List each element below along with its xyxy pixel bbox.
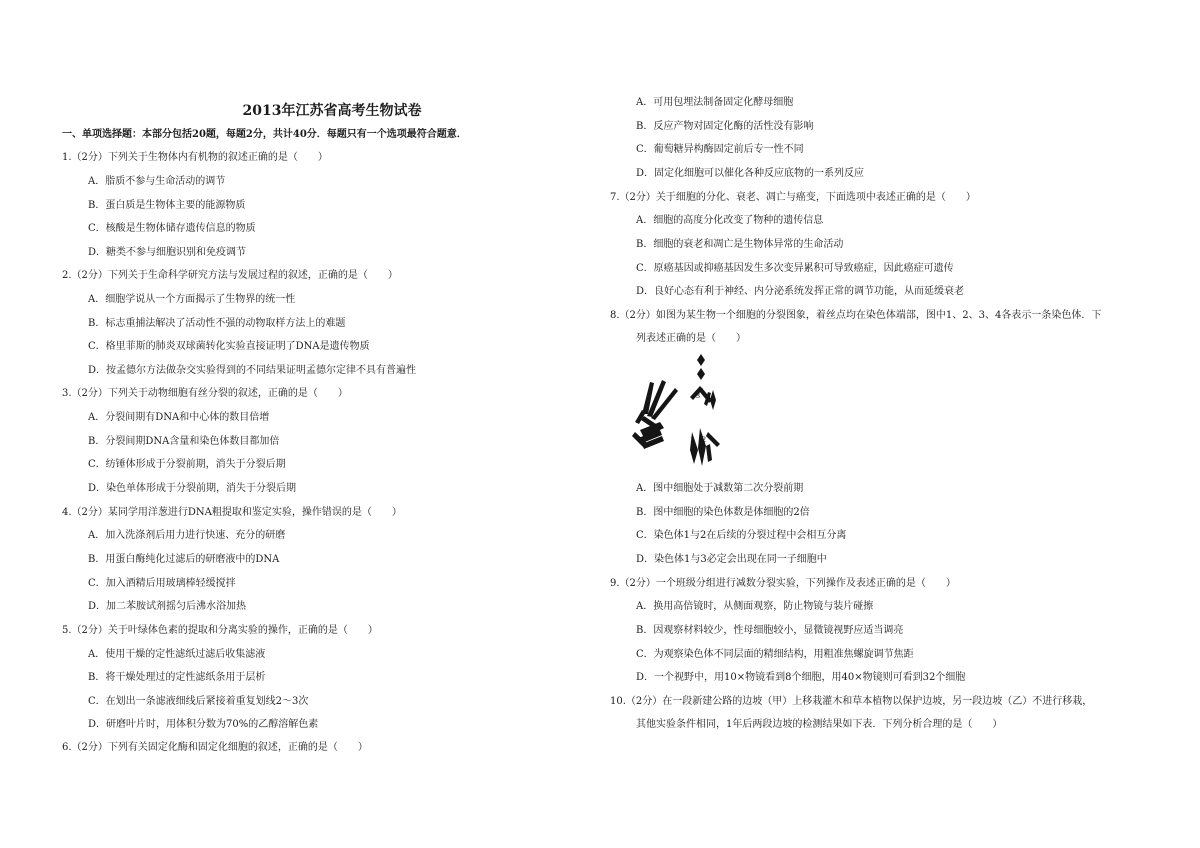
question-4-stem: 4.（2分）某同学用洋葱进行DNA粗提取和鉴定实验，操作错误的是（ ）	[62, 507, 402, 518]
question-2-stem: 2.（2分）下列关于生命科学研究方法与发展过程的叙述，正确的是（ ）	[62, 270, 398, 281]
question-1-stem: 1.（2分）下列关于生物体内有机物的叙述正确的是（ ）	[62, 152, 328, 163]
question-9-option-b: B．因观察材料较少，性母细胞较小，显微镜视野应适当调亮	[636, 625, 904, 636]
figure-label-1: 1	[690, 435, 694, 444]
figure-label-2: 2	[702, 435, 706, 444]
question-6-stem: 6.（2分）下列有关固定化酶和固定化细胞的叙述，正确的是（ ）	[62, 742, 368, 753]
question-7-stem: 7.（2分）关于细胞的分化、衰老、凋亡与癌变，下面选项中表述正确的是（ ）	[610, 192, 976, 203]
question-3-option-b: B．分裂间期DNA含量和染色体数目都加倍	[88, 436, 280, 447]
question-5-option-d: D．研磨叶片时，用体积分数为70%的乙醇溶解色素	[88, 719, 319, 730]
question-2-option-a: A．细胞学说从一个方面揭示了生物界的统一性	[88, 294, 296, 305]
section-heading: 一、单项选择题：本部分包括20题，每题2分，共计40分．每题只有一个选项最符合题意．	[62, 129, 467, 140]
question-7-option-c: C．原癌基因或抑癌基因发生多次变异累积可导致癌症，因此癌症可遗传	[636, 263, 954, 274]
question-5-option-c: C．在划出一条滤液细线后紧接着重复划线2～3次	[88, 696, 309, 707]
question-10-stem-line2: 其他实验条件相同，1年后两段边坡的检测结果如下表．下列分析合理的是（ ）	[636, 719, 1003, 730]
question-6-option-d: D．固定化细胞可以催化各种反应底物的一系列反应	[636, 168, 865, 179]
question-7-option-a: A．细胞的高度分化改变了物种的遗传信息	[636, 215, 824, 226]
question-10-stem-line1: 10.（2分）在一段新建公路的边坡（甲）上移栽灌木和草本植物以保护边坡，另一段边坡（乙）不进行移栽，	[610, 696, 1093, 707]
question-3-option-c: C．纺锤体形成于分裂前期，消失于分裂后期	[88, 459, 286, 470]
question-4-option-a: A．加入洗涤剂后用力进行快速、充分的研磨	[88, 530, 286, 541]
question-8-option-a: A．图中细胞处于减数第二次分裂前期	[636, 483, 804, 494]
question-7-option-b: B．细胞的衰老和凋亡是生物体异常的生命活动	[636, 239, 844, 250]
question-1-option-c: C．核酸是生物体储存遗传信息的物质	[88, 223, 256, 234]
question-4-option-c: C．加入酒精后用玻璃棒轻缓搅拌	[88, 578, 236, 589]
exam-title: 2013年江苏省高考生物试卷	[242, 103, 422, 119]
question-8-stem-line2: 列表述正确的是（ ）	[636, 333, 746, 344]
figure-label-4: 4	[707, 393, 711, 402]
question-2-option-c: C．格里菲斯的肺炎双球菌转化实验直接证明了DNA是遗传物质	[88, 341, 370, 352]
question-1-option-a: A．脂质不参与生命活动的调节	[88, 176, 226, 187]
question-8-option-b: B．图中细胞的染色体数是体细胞的2倍	[636, 507, 810, 518]
question-6-option-b: B．反应产物对固定化酶的活性没有影响	[636, 121, 814, 132]
question-3-stem: 3.（2分）下列关于动物细胞有丝分裂的叙述，正确的是（ ）	[62, 388, 348, 399]
question-7-option-d: D．良好心态有利于神经、内分泌系统发挥正常的调节功能，从而延缓衰老	[636, 286, 965, 297]
question-2-option-d: D．按孟德尔方法做杂交实验得到的不同结果证明孟德尔定律不具有普遍性	[88, 365, 417, 376]
question-3-option-d: D．染色单体形成于分裂前期，消失于分裂后期	[88, 483, 297, 494]
question-1-option-b: B．蛋白质是生物体主要的能源物质	[88, 200, 246, 211]
chromosome-drawing	[620, 352, 740, 474]
question-4-option-d: D．加二苯胺试剂摇匀后沸水浴加热	[88, 601, 247, 612]
question-9-option-c: C．为观察染色体不同层面的精细结构，用粗准焦螺旋调节焦距	[636, 649, 914, 660]
question-8-option-d: D．染色体1与3必定会出现在同一子细胞中	[636, 554, 827, 565]
question-3-option-a: A．分裂间期有DNA和中心体的数目倍增	[88, 412, 270, 423]
question-1-option-d: D．糖类不参与细胞识别和免疫调节	[88, 247, 247, 258]
question-5-stem: 5.（2分）关于叶绿体色素的提取和分离实验的操作，正确的是（ ）	[62, 625, 378, 636]
figure-label-3: 3	[696, 391, 700, 400]
question-9-stem: 9.（2分）一个班级分组进行减数分裂实验，下列操作及表述正确的是（ ）	[610, 578, 956, 589]
question-5-option-a: A．使用干燥的定性滤纸过滤后收集滤液	[88, 649, 266, 660]
chromosome-figure	[620, 352, 740, 474]
question-6-option-c: C．葡萄糖异构酶固定前后专一性不同	[636, 144, 804, 155]
question-6-option-a: A．可用包埋法制备固定化酵母细胞	[636, 97, 794, 108]
question-2-option-b: B．标志重捕法解决了活动性不强的动物取样方法上的难题	[88, 318, 346, 329]
question-9-option-d: D．一个视野中，用10×物镜看到8个细胞，用40×物镜则可看到32个细胞	[636, 672, 966, 683]
question-5-option-b: B．将干燥处理过的定性滤纸条用于层析	[88, 672, 266, 683]
question-4-option-b: B．用蛋白酶纯化过滤后的研磨液中的DNA	[88, 554, 280, 565]
question-9-option-a: A．换用高倍镜时，从侧面观察，防止物镜与装片碰擦	[636, 601, 874, 612]
question-8-stem-line1: 8.（2分）如图为某生物一个细胞的分裂图象，着丝点均在染色体端部，图中1、2、3、4各表示一条染色体．下	[610, 310, 1102, 321]
question-8-option-c: C．染色体1与2在后续的分裂过程中会相互分离	[636, 530, 847, 541]
